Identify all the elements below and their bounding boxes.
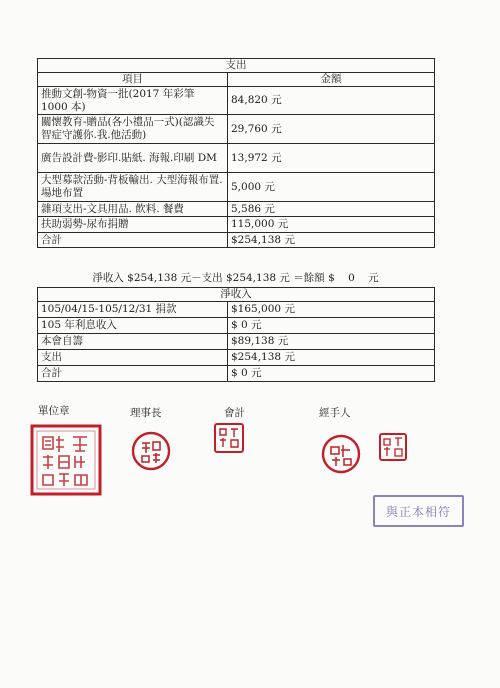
accountant-seal <box>213 422 245 454</box>
income-item: 105 年利息收入 <box>38 318 228 334</box>
accountant-label: 會計 <box>224 407 245 419</box>
expense-item: 扶助弱勢-尿布捐贈 <box>38 217 228 233</box>
chairman-label: 理事長 <box>130 407 162 419</box>
net-income-section-title: 淨收入 <box>38 288 435 302</box>
chairman-seal <box>130 430 172 472</box>
expense-amount: 84,820 元 <box>228 87 435 115</box>
income-total-label: 合計 <box>38 366 228 382</box>
expenses-section-title: 支出 <box>38 59 435 73</box>
expense-item: 關懷教育-贈品(各小禮品一式)(認識失智症守護你.我.他活動) <box>38 115 228 144</box>
income-item: 本會自籌 <box>38 334 228 350</box>
income-total-amount: $ 0 元 <box>228 366 435 382</box>
item-column-header: 項目 <box>38 73 228 87</box>
expense-item: 廣告設計費-影印.貼紙. 海報.印刷 DM <box>38 144 228 173</box>
expense-total-label: 合計 <box>38 233 228 248</box>
handler-square-seal <box>378 432 408 462</box>
income-amount: $254,138 元 <box>228 350 435 366</box>
certified-copy-stamp: 與正本相符 <box>373 495 464 527</box>
expense-item: 大型募款活動-背板輸出. 大型海報布置.場地布置 <box>38 173 228 202</box>
income-amount: $ 0 元 <box>228 318 435 334</box>
net-balance-line: 淨收入 $254,138 元－支出 $254,138 元 ＝餘額 $ 0 元 <box>92 272 379 284</box>
income-amount: $89,138 元 <box>228 334 435 350</box>
unit-seal <box>29 423 103 497</box>
handler-label: 經手人 <box>319 407 351 419</box>
handler-seal <box>320 433 362 475</box>
expense-amount: 13,972 元 <box>228 144 435 173</box>
income-amount: $165,000 元 <box>228 302 435 318</box>
unit-seal-label: 單位章 <box>38 405 70 417</box>
net-income-table <box>37 287 435 382</box>
expense-amount: 115,000 元 <box>228 217 435 233</box>
expense-item: 推動文創-物資一批(2017 年彩筆 1000 本) <box>38 87 228 115</box>
expenses-table <box>37 58 435 248</box>
expense-amount: 29,760 元 <box>228 115 435 144</box>
expense-item: 雜項支出-文具用品. 飲料. 餐費 <box>38 202 228 217</box>
amount-column-header: 金額 <box>228 73 435 87</box>
expense-amount: 5,586 元 <box>228 202 435 217</box>
income-item: 支出 <box>38 350 228 366</box>
income-item: 105/04/15-105/12/31 捐款 <box>38 302 228 318</box>
expense-total-amount: $254,138 元 <box>228 233 435 248</box>
expense-amount: 5,000 元 <box>228 173 435 202</box>
